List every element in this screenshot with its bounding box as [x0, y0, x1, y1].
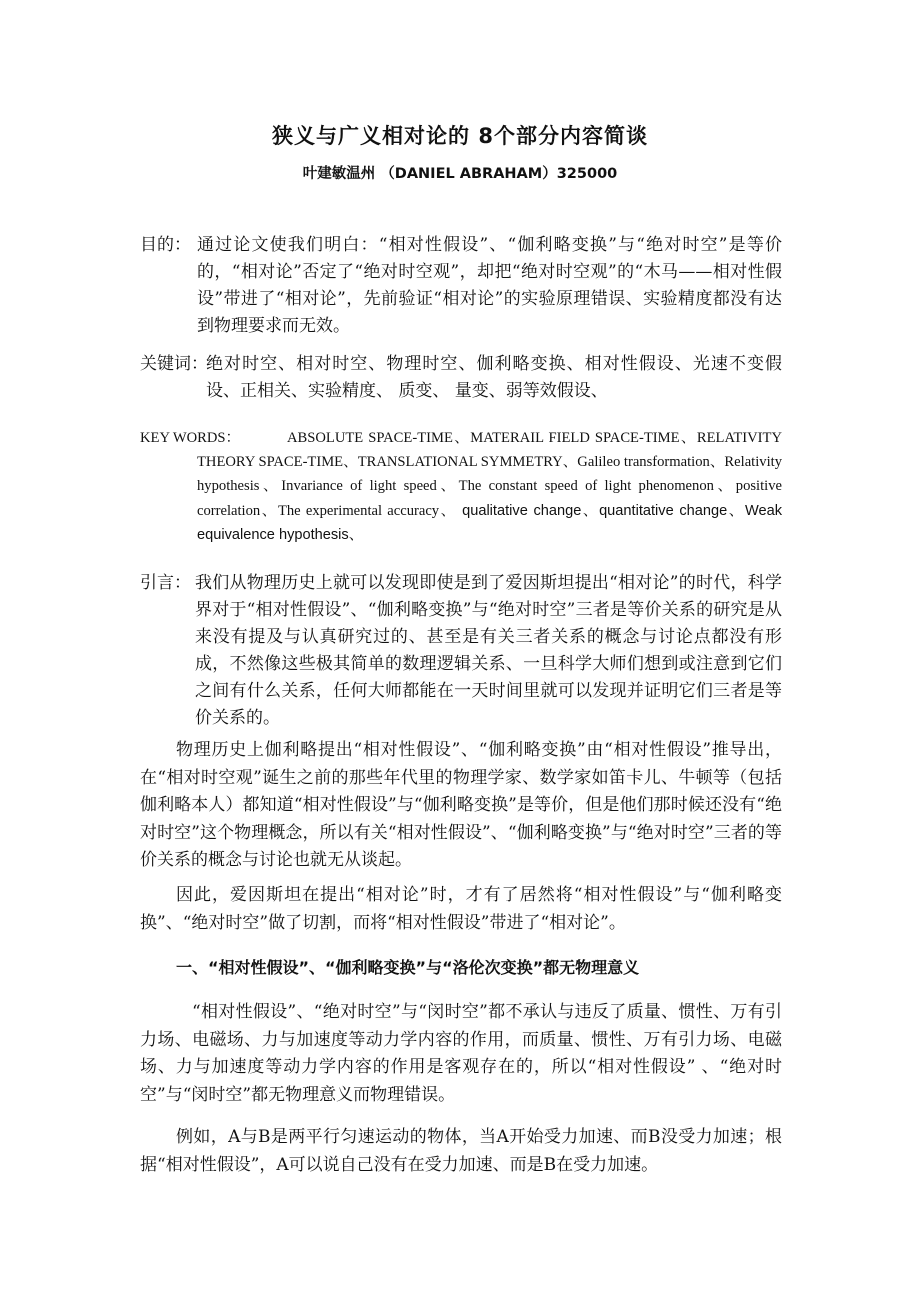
section-1-heading: 一、“相对性假设”、“伽利略变换”与“洛伦次变换”都无物理意义: [176, 958, 640, 977]
document-title: 狭义与广义相对论的 8个部分内容简谈: [272, 124, 648, 148]
keywords-en-section: [140, 426, 782, 547]
keywords-en-sans: qualitative change、quantitative change、Weak equivalence hypothesis、: [197, 502, 783, 543]
section-1-paragraph-1: “相对性假设”、“绝对时空”与“闵时空”都不承认与违反了质量、惯性、万有引力场、电磁场、力与加速度等动力学内容的作用，而质量、惯性、万有引力场、电磁场、力与加速度等动力学内容的作用是客观存在的，所以“相对性假设” 、“绝对时空”与“闵时空”都无物理意义而物理错误。: [140, 1002, 782, 1105]
purpose-section: [140, 232, 782, 340]
paragraph-2: 因此，爱因斯坦在提出“相对论”时，才有了居然将“相对性假设”与“伽利略变换”、“绝对时空”做了切割，而将“相对性假设”带进了“相对论”。: [140, 885, 782, 933]
keywords-en-label: KEY WORDS：: [140, 430, 241, 446]
purpose-label: 目的：: [140, 235, 191, 255]
keywords-cn-text: 绝对时空、相对时空、物理时空、伽利略变换、相对性假设、光速不变假设、正相关、实验精度、 质变、 量变、弱等效假设、: [206, 354, 782, 401]
keywords-cn-label: 关键词：: [140, 354, 208, 374]
keywords-cn-section: [140, 351, 782, 405]
intro-text: 我们从物理历史上就可以发现即使是到了爱因斯坦提出“相对论”的时代，科学界对于“相对性假设”、“伽利略变换”与“绝对时空”三者是等价关系的研究是从来没有提及与认真研究过的、甚至是有关三者关系的概念与讨论点都没有形成，不然像这些极其简单的数理逻辑关系、一旦科学大师们想到或注意到它们之间有什么关系，任何大师都能在一天时间里就可以发现并证明它们三者是等价关系的。: [195, 573, 782, 728]
purpose-text: 通过论文使我们明白：“相对性假设”、“伽利略变换”与“绝对时空”是等价的，“相对论”否定了“绝对时空观”，却把“绝对时空观”的“木马——相对性假设”带进了“相对论”，先前验证“相对论”的实验原理错误、实验精度都没有达到物理要求而无效。: [197, 235, 782, 336]
keywords-en-text: [197, 426, 782, 547]
intro-section: [140, 570, 782, 732]
section-1-paragraph-2: 例如，A与B是两平行匀速运动的物体，当A开始受力加速、而B没受力加速；根据“相对性假设”，A可以说自己没有在受力加速、而是B在受力加速。: [140, 1127, 782, 1175]
paragraph-1: 物理历史上伽利略提出“相对性假设”、“伽利略变换”由“相对性假设”推导出，在“相对时空观”诞生之前的那些年代里的物理学家、数学家如笛卡儿、牛顿等（包括伽利略本人）都知道“相对性假设”与“伽利略变换”是等价，但是他们那时候还没有“绝对时空”这个物理概念，所以有关“相对性假设”、“伽利略变换”与“绝对时空”三者的等价关系的概念与讨论也就无从谈起。: [140, 740, 782, 870]
intro-label: 引言：: [140, 573, 191, 593]
document-author: 叶建敏温州 （DANIEL ABRAHAM）325000: [302, 166, 618, 182]
keywords-en-serif: ABSOLUTE SPACE-TIME、MATERAIL FIELD SPACE-TIME、RELATIVITY THEORY SPACE-TIME、TRANSLATIONAL SYMMETRY、Galileo transformation、Relativity hypothesis、Invariance of light speed、The constant speed of light phenomenon、positive correlation、The experimental accuracy、: [197, 430, 782, 519]
